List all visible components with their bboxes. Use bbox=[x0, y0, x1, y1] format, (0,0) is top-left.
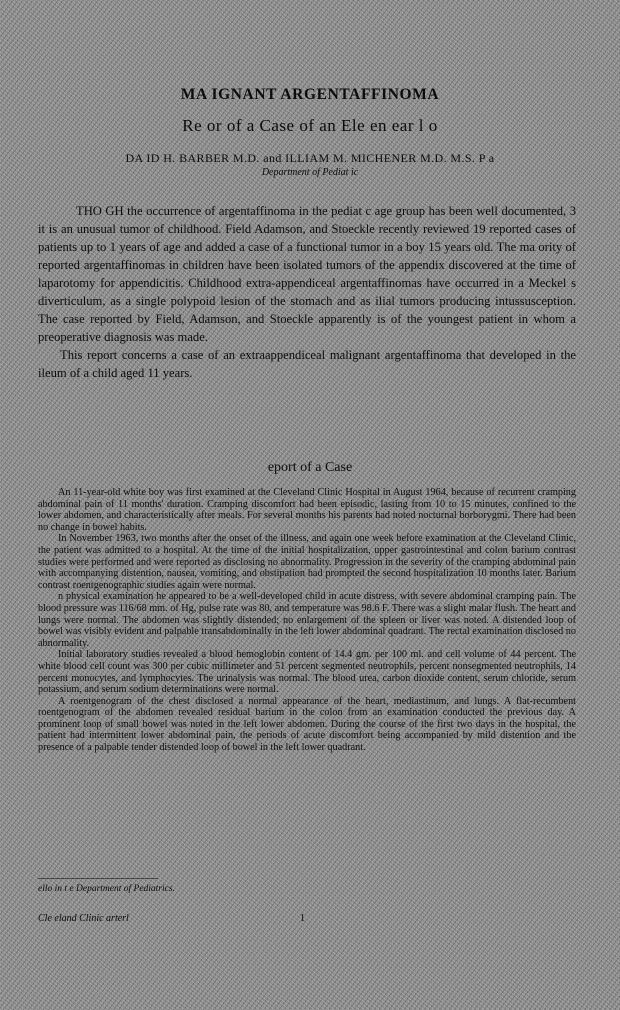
intro-paragraph: THO GH the occurrence of argentaffinoma in the pediat c age group has been well documented, 3 it is an unusual tumor of childhood. Field Adamson, and Stoeckle recently reviewed 19 reported cases of patients up to 1 years of age and added a case of a functional tumor in a boy 15 years old. The ma ority of reported argentaffinomas in children have been isolated tumors of the appendix discovered at the time of laparotomy for appendicitis. Childhood extra-appendiceal argentaffinomas have occurred in a Meckel s diverticulum, as a single polypoid lesion of the stomach and as ilial tumors producing intussusception. The case reported by Field, Adamson, and Stoeckle apparently is of the youngest patient in whom a preoperative diagnosis was made. bbox=[38, 204, 576, 344]
author-line: DA ID H. BARBER M.D. and ILLIAM M. MICHENER M.D. M.S. P a bbox=[125, 151, 495, 165]
department-line: Department of Pediat ic bbox=[261, 167, 359, 178]
report-paragraph: Initial laboratory studies revealed a blood hemoglobin content of 14.4 gm. per 100 ml. and cell volume of 44 percent. The white blood cell count was 300 per cubic millimeter and 51 percent segmented neutrophils, percent nonsegmented neutrophils, 14 percent monocytes, and lymphocytes. The urinalysis was normal. The blood urea, carbon dioxide content, serum chloride, serum potassium, and serum sodium determinations were normal. bbox=[38, 649, 576, 696]
page-footer bbox=[38, 913, 576, 924]
article-subtitle: Re or of a Case of an Ele en ear l o bbox=[182, 116, 438, 135]
report-paragraph: n physical examination he appeared to be a well-developed child in acute distress, with severe abdominal cramping pain. The blood pressure was 116/68 mm. of Hg, pulse rate was 80, and temperature was 98.6 F. There was a slight malar flush. The heart and lungs were normal. The abdomen was slightly distended; no enlargement of the spleen or liver was noted. A distended loop of bowel was visibly evident and palpable transabdominally in the left lower abdominal quadrant. The rectal examination disclosed no abnormality. bbox=[38, 591, 576, 649]
intro-paragraph: This report concerns a case of an extraappendiceal malignant argentaffinoma that developed in the ileum of a child aged 11 years. bbox=[38, 348, 576, 380]
footnote-divider bbox=[38, 878, 158, 879]
intro-section bbox=[38, 202, 576, 382]
report-paragraph: An 11-year-old white boy was first examined at the Cleveland Clinic Hospital in August 1964, because of recurrent cramping abdominal pain of 11 months' duration. Cramping discomfort had been episodic, lasting from 10 to 15 minutes, confined to the lower abdomen, and characteristically after meals. For several months his parents had noted nocturnal borborygmi. There had been no change in bowel habits. bbox=[38, 487, 576, 533]
article-title: MA IGNANT ARGENTAFFINOMA bbox=[180, 86, 440, 103]
journal-name: Cle eland Clinic arterl bbox=[38, 913, 129, 924]
page-number: 1 bbox=[300, 913, 305, 924]
footnote: ello in t e Department of Pediatrics. bbox=[38, 884, 175, 894]
report-paragraph: In November 1963, two months after the onset of the illness, and again one week before examination at the Cleveland Clinic, the patient was admitted to a hospital. At the time of the initial hospitalization, upper gastrointestinal and colon barium contrast studies were performed and were reported as disclosing no abnormality. Progression in the severity of the cramping abdominal pain with accompanying distention, nausea, vomiting, and obstipation had prompted the second hospitalization 10 months later. Barium contrast roentgenographic studies again were normal. bbox=[38, 533, 576, 591]
section-heading: eport of a Case bbox=[267, 460, 353, 475]
report-paragraph: A roentgenogram of the chest disclosed a normal appearance of the heart, mediastinum, and lungs. A flat-recumbent roentgenogram of the abdomen revealed residual barium in the colon from an examination conducted the previous day. A prominent loop of small bowel was noted in the left lower abdomen. During the course of the first two days in the hospital, the patient had intermittent lower abdominal pain, the periods of acute discomfort being accompanied by mild distention and the presence of a palpable tender distended loop of bowel in the left lower quadrant. bbox=[38, 695, 576, 754]
case-report-body bbox=[38, 487, 576, 754]
